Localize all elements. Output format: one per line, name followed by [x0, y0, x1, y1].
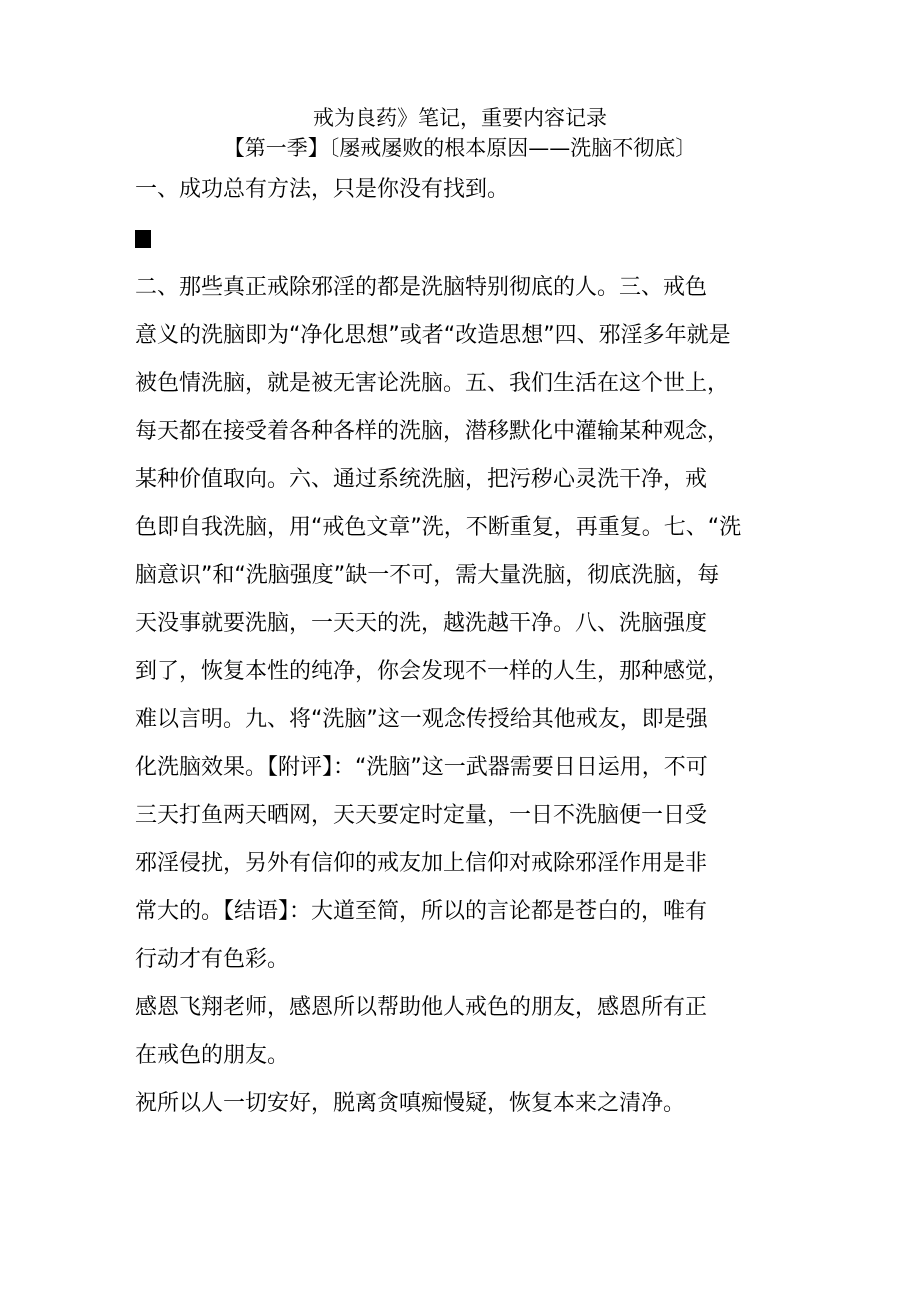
paragraph-line: 意义的洗脑即为“净化思想”或者“改造思想”四、邪淫多年就是 — [135, 323, 731, 348]
paragraph-line: 行动才有色彩。 — [135, 947, 290, 972]
paragraph-line: 二、那些真正戒除邪淫的都是洗脑特别彻底的人。三、戒色 — [135, 275, 708, 300]
paragraph-line: 化洗脑效果。【附评】：“洗脑”这一武器需要日日运用，不可 — [135, 755, 708, 780]
paragraph-line: 一、成功总有方法，只是你没有找到。 — [135, 177, 510, 202]
paragraph-line: 到了，恢复本性的纯净，你会发现不一样的人生，那种感觉， — [135, 659, 730, 684]
paragraph-line: 感恩飞翔老师，感恩所以帮助他人戒色的朋友，感恩所有正 — [135, 995, 708, 1020]
paragraph-line: 邪淫侵扰，另外有信仰的戒友加上信仰对戒除邪淫作用是非 — [135, 851, 708, 876]
paragraph-line: 每天都在接受着各种各样的洗脑，潜移默化中灌输某种观念， — [135, 419, 730, 444]
paragraph-line: 在戒色的朋友。 — [135, 1043, 290, 1068]
paragraph-line: 难以言明。九、将“洗脑”这一观念传授给其他戒友，即是强 — [135, 707, 708, 732]
black-square-bullet — [135, 230, 151, 248]
paragraph-line: 某种价值取向。六、通过系统洗脑，把污秽心灵洗干净，戒 — [135, 467, 708, 492]
paragraph-line: 脑意识”和“洗脑强度”缺一不可，需大量洗脑，彻底洗脑，每 — [135, 563, 720, 588]
document-subtitle: 【第一季】〔屡戒屡败的根本原因——洗脑不彻底〕 — [223, 136, 697, 160]
document-title: 戒为良药》笔记，重要内容记录 — [313, 106, 607, 130]
paragraph-line: 被色情洗脑，就是被无害论洗脑。五、我们生活在这个世上， — [135, 371, 730, 396]
paragraph-line: 三天打鱼两天晒网，天天要定时定量，一日不洗脑便一日受 — [135, 803, 708, 828]
paragraph-line: 天没事就要洗脑，一天天的洗，越洗越干净。八、洗脑强度 — [135, 611, 708, 636]
paragraph-line: 常大的。【结语】：大道至简，所以的言论都是苍白的，唯有 — [135, 899, 708, 924]
paragraph-line: 祝所以人一切安好，脱离贪嗔痴慢疑，恢复本来之清净。 — [135, 1091, 686, 1116]
paragraph-line: 色即自我洗脑，用“戒色文章”洗，不断重复，再重复。七、“洗 — [135, 515, 742, 540]
